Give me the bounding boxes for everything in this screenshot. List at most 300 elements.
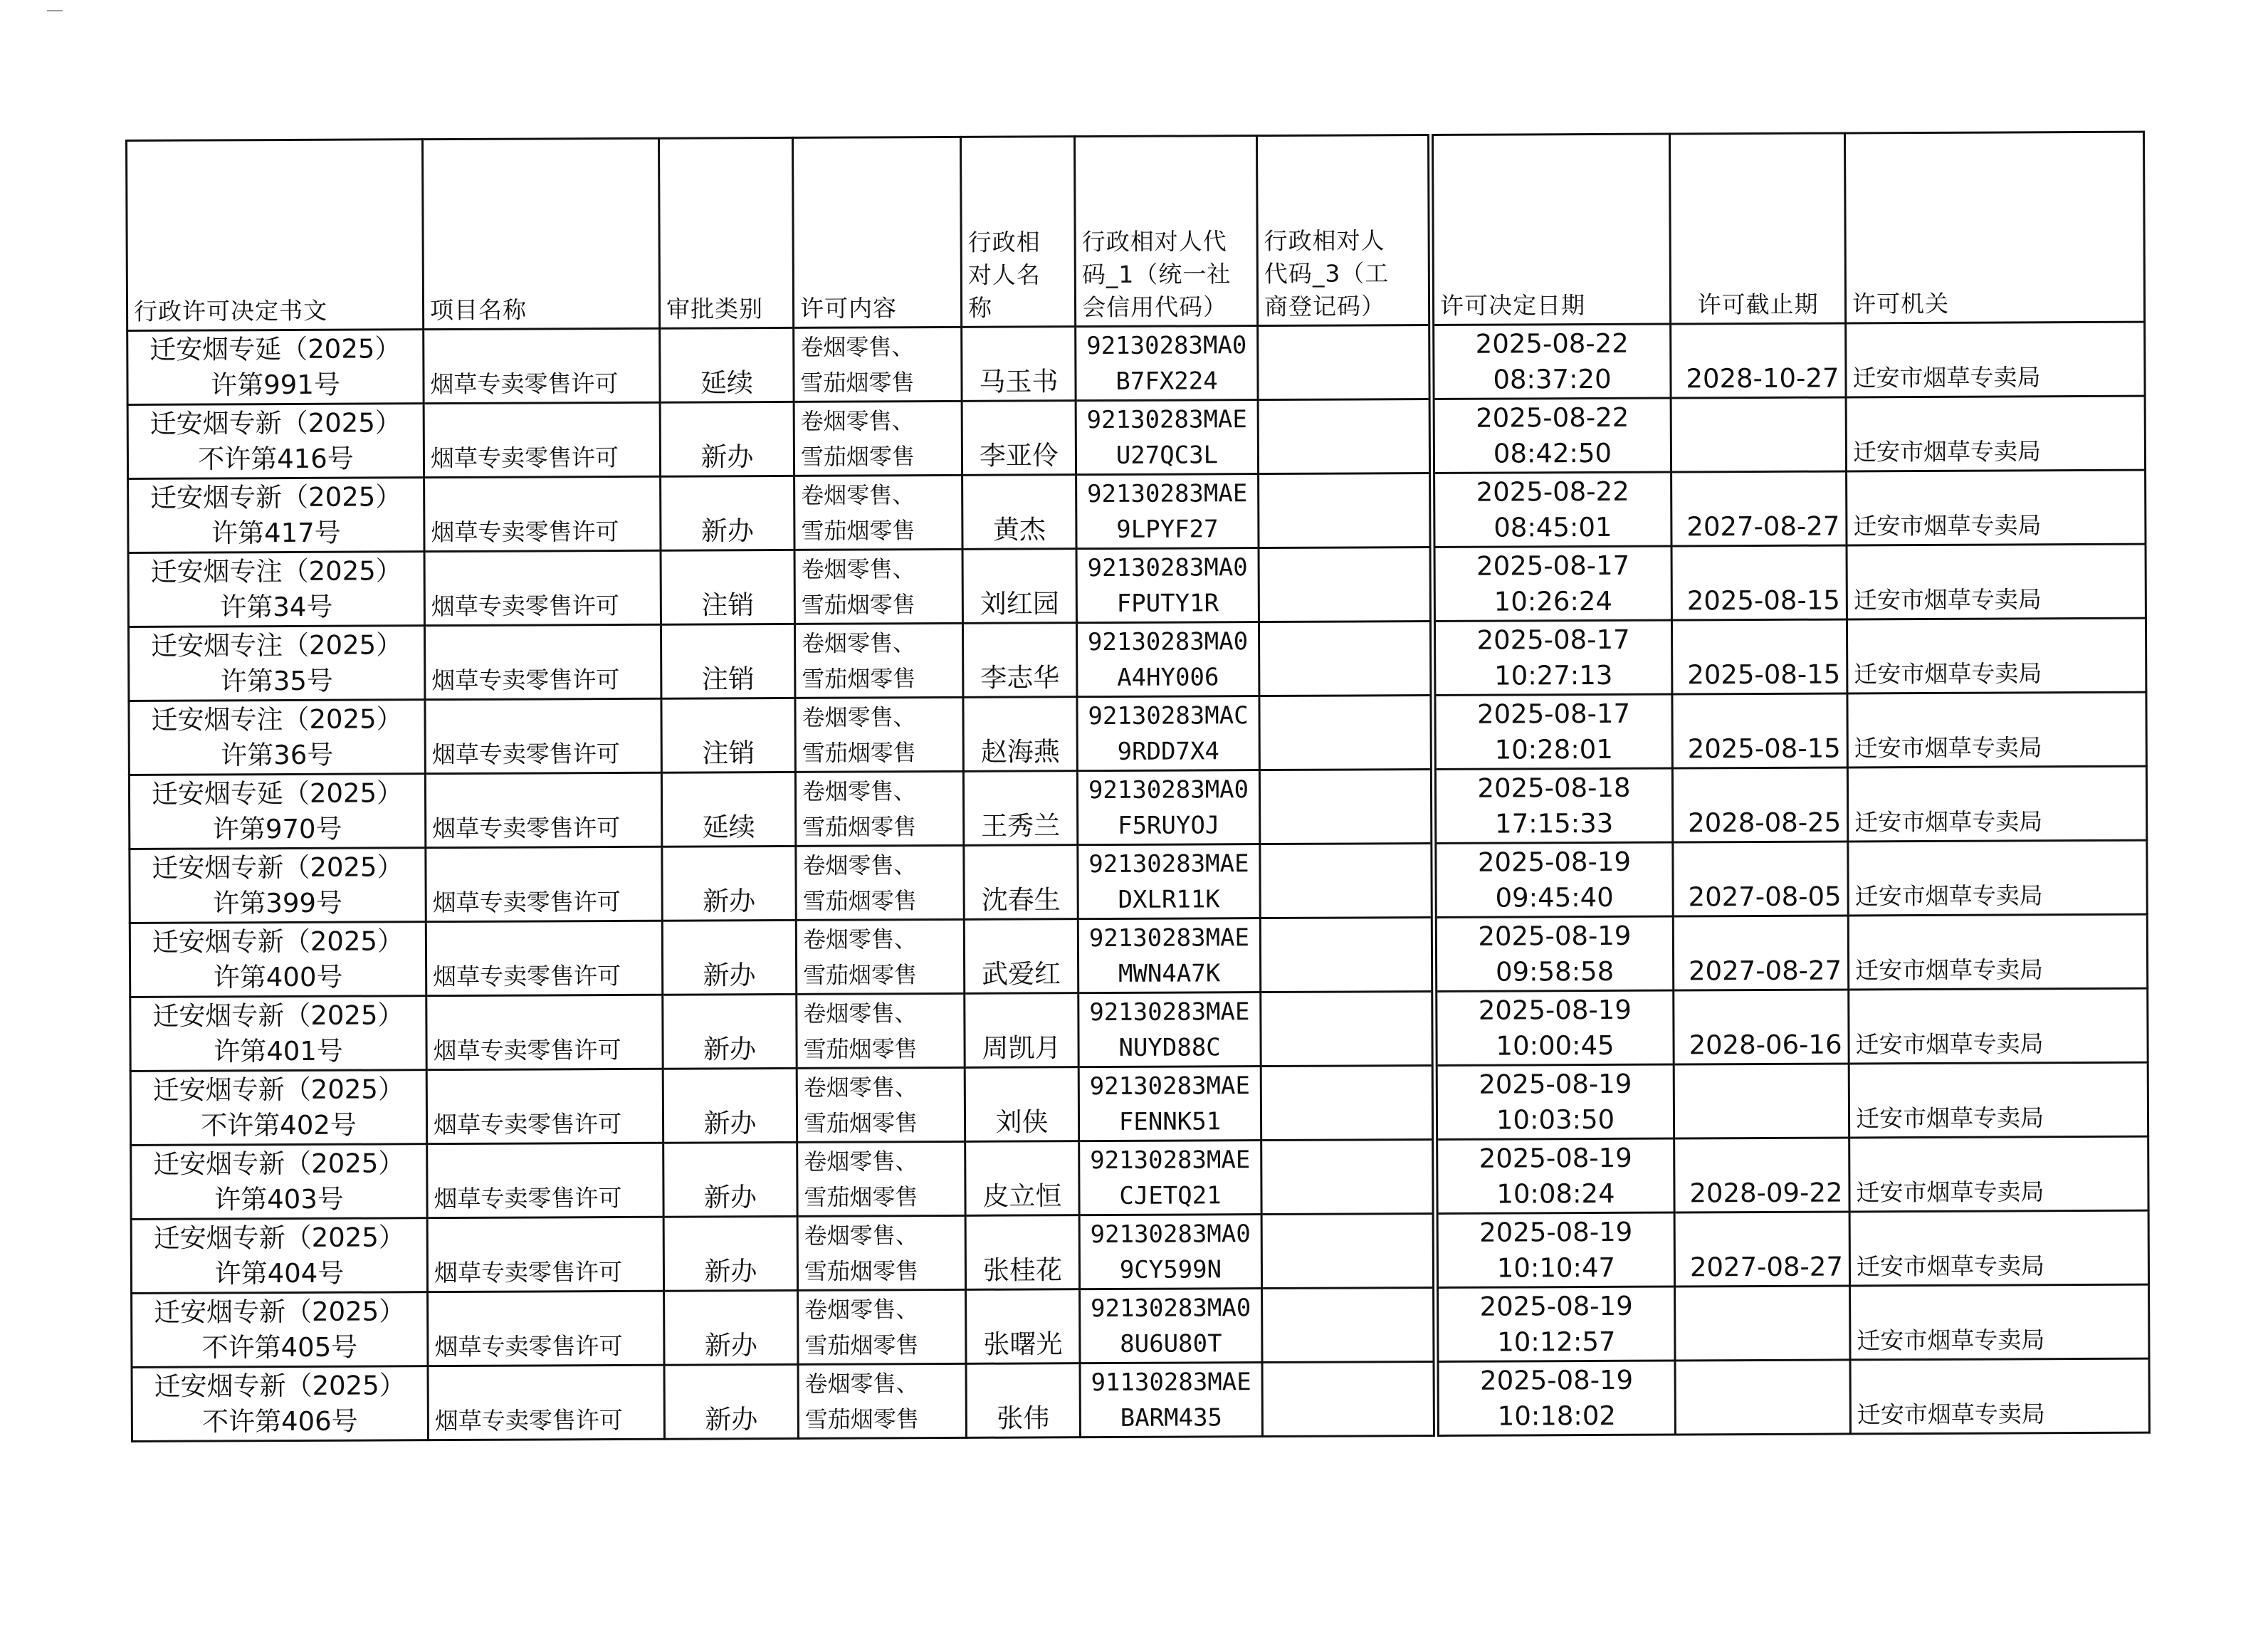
table-row [128, 544, 2146, 627]
permit-content-line1: 卷烟零售、 [804, 1295, 919, 1324]
cell-party-name: 黄杰 [962, 475, 1076, 550]
credit-code-line2: CJETQ21 [1119, 1180, 1222, 1210]
permit-content-line1: 卷烟零售、 [802, 629, 916, 657]
credit-code-line2: B7FX224 [1115, 366, 1218, 396]
cell-party-name: 马玉书 [962, 327, 1076, 402]
decision-date-line: 2025-08-18 [1477, 772, 1631, 804]
table-row [127, 396, 2145, 478]
cell-permit-content [797, 1141, 965, 1216]
table-row [130, 988, 2148, 1071]
cell-business-reg-code [1259, 621, 1432, 696]
cell-decision-date [1435, 1138, 1674, 1213]
header-expiry-date: 许可截止期 [1669, 133, 1845, 324]
permit-content-line2: 雪茄烟零售 [804, 1257, 919, 1285]
cell-expiry-date: 2027-08-27 [1673, 916, 1848, 990]
header-business-reg-code-line: 代码_3（工 [1264, 259, 1390, 288]
table-row [129, 766, 2146, 849]
decision-time-line: 08:42:50 [1493, 437, 1612, 469]
cell-permit-content [794, 475, 962, 550]
cell-permit-content [795, 771, 963, 846]
header-party-name-line: 对人名 [967, 261, 1041, 289]
cell-party-name: 张桂花 [965, 1215, 1079, 1290]
cell-credit-code [1076, 548, 1259, 623]
permit-content-line1: 卷烟零售、 [800, 332, 915, 361]
cell-project-name: 烟草专卖零售许可 [426, 847, 662, 921]
table-row [128, 470, 2146, 552]
cell-project-name: 烟草专卖零售许可 [424, 476, 661, 551]
cell-approval-type: 延续 [660, 328, 794, 402]
cell-business-reg-code [1262, 1361, 1436, 1436]
decision-doc-line1: 迁安烟专新（2025） [152, 999, 404, 1032]
decision-date-line: 2025-08-19 [1477, 846, 1632, 878]
decision-doc-line2: 许第400号 [213, 961, 343, 992]
cell-project-name: 烟草专卖零售许可 [424, 550, 661, 625]
cell-decision-doc [128, 626, 424, 701]
header-decision-doc: 行政许可决定书文 [127, 140, 424, 331]
credit-code-line1: 91130283MAE [1091, 1367, 1251, 1397]
decision-date-line: 2025-08-19 [1479, 1216, 1633, 1248]
permit-content-line2: 雪茄烟零售 [802, 886, 917, 915]
decision-date-line: 2025-08-19 [1478, 994, 1632, 1026]
cell-decision-date [1434, 916, 1673, 991]
cell-project-name: 烟草专卖零售许可 [424, 624, 661, 699]
credit-code-line1: 92130283MAE [1089, 997, 1250, 1027]
cell-business-reg-code [1260, 843, 1434, 918]
credit-code-line1: 92130283MA0 [1087, 627, 1249, 656]
cell-project-name: 烟草专卖零售许可 [426, 921, 662, 995]
decision-doc-line2: 许第399号 [213, 887, 343, 918]
cell-permit-content [795, 697, 963, 772]
decision-date-line: 2025-08-17 [1476, 550, 1630, 582]
permit-content-line2: 雪茄烟零售 [802, 812, 917, 841]
decision-doc-line2: 许第35号 [220, 665, 333, 696]
credit-code-line2: MWN4A7K [1118, 958, 1221, 988]
cell-credit-code [1077, 770, 1259, 845]
cell-party-name: 李亚伶 [962, 401, 1076, 476]
decision-doc-line1: 迁安烟专注（2025） [150, 629, 403, 661]
cell-expiry-date: 2027-08-27 [1674, 1212, 1849, 1287]
decision-doc-line2: 许第991号 [211, 369, 340, 400]
decision-date-line: 2025-08-22 [1475, 328, 1629, 360]
decision-doc-line2: 许第417号 [211, 517, 341, 548]
permit-content-line2: 雪茄烟零售 [804, 1183, 918, 1211]
cell-authority: 迁安市烟草专卖局 [1846, 322, 2145, 397]
permit-content-line1: 卷烟零售、 [802, 777, 917, 805]
cell-party-name: 刘侠 [965, 1067, 1078, 1142]
cell-expiry-date: 2027-08-27 [1671, 471, 1847, 546]
permit-content-line1: 卷烟零售、 [803, 999, 918, 1027]
credit-code-line1: 92130283MA0 [1086, 330, 1247, 360]
decision-doc-line2: 不许第416号 [198, 443, 354, 475]
header-row [127, 132, 2145, 330]
cell-party-name: 李志华 [962, 623, 1076, 698]
table-row [131, 1210, 2148, 1293]
cell-expiry-date [1674, 1064, 1849, 1138]
permit-content-line2: 雪茄烟零售 [801, 590, 915, 619]
credit-code-line1: 92130283MAE [1089, 1071, 1250, 1101]
permit-content-line1: 卷烟零售、 [800, 407, 915, 435]
cell-authority: 迁安市烟草专卖局 [1850, 1284, 2149, 1360]
cell-credit-code [1078, 1067, 1261, 1141]
decision-doc-line2: 不许第402号 [201, 1109, 357, 1141]
decision-date-line: 2025-08-19 [1479, 1068, 1632, 1100]
cell-decision-doc [130, 1070, 426, 1146]
cell-permit-content [794, 327, 962, 402]
decision-date-line: 2025-08-19 [1479, 1142, 1632, 1174]
cell-decision-date [1435, 1212, 1674, 1287]
cell-permit-content [796, 919, 964, 994]
cell-decision-doc [129, 774, 425, 849]
cell-business-reg-code [1261, 1213, 1435, 1288]
permit-content-line1: 卷烟零售、 [804, 1147, 918, 1175]
cell-decision-date [1434, 1064, 1674, 1139]
cell-authority: 迁安市烟草专卖局 [1848, 914, 2147, 990]
cell-permit-content [798, 1289, 966, 1364]
cell-credit-code [1077, 696, 1259, 771]
cell-party-name: 沈春生 [964, 845, 1078, 920]
credit-code-line1: 92130283MAE [1088, 923, 1250, 953]
decision-doc-line2: 许第36号 [221, 739, 334, 770]
cell-party-name: 张曙光 [966, 1289, 1080, 1364]
decision-time-line: 08:45:01 [1493, 511, 1612, 543]
cell-project-name: 烟草专卖零售许可 [427, 1217, 663, 1292]
cell-permit-content [797, 993, 965, 1068]
credit-code-line2: A4HY006 [1117, 662, 1219, 692]
cell-decision-doc [132, 1292, 428, 1368]
cell-business-reg-code [1258, 325, 1432, 399]
credit-code-line1: 92130283MA0 [1087, 552, 1248, 582]
header-business-reg-code-line: 商登记码） [1264, 292, 1386, 321]
cell-permit-content [797, 1067, 965, 1142]
header-credit-code-line: 行政相对人代 [1081, 227, 1227, 256]
cell-project-name: 烟草专卖零售许可 [428, 1291, 664, 1366]
header-credit-code-line: 码_1（统一社 [1081, 260, 1232, 289]
header-business-reg-code [1256, 135, 1431, 325]
credit-code-line1: 92130283MAE [1087, 478, 1248, 508]
permit-content-line1: 卷烟零售、 [803, 1073, 918, 1101]
decision-doc-line2: 许第404号 [214, 1257, 345, 1289]
cell-approval-type: 新办 [662, 846, 796, 921]
cell-party-name: 皮立恒 [965, 1141, 1079, 1216]
credit-code-line2: FPUTY1R [1116, 588, 1219, 618]
cell-business-reg-code [1259, 695, 1433, 770]
cell-credit-code [1080, 1289, 1262, 1363]
cell-expiry-date [1675, 1286, 1850, 1361]
permit-table-sheet [125, 131, 2151, 1442]
credit-code-line1: 92130283MAE [1086, 404, 1247, 434]
decision-date-line: 2025-08-22 [1476, 402, 1629, 434]
cell-business-reg-code [1261, 1139, 1435, 1214]
cell-approval-type: 新办 [663, 1216, 797, 1291]
cell-approval-type: 新办 [663, 1068, 797, 1143]
permit-content-line1: 卷烟零售、 [804, 1369, 919, 1398]
cell-expiry-date [1675, 1360, 1850, 1435]
cell-decision-date [1432, 620, 1671, 695]
header-party-name-line: 行政相 [967, 228, 1041, 256]
decision-doc-line1: 迁安烟专新（2025） [152, 1073, 404, 1106]
permit-content-line1: 卷烟零售、 [802, 851, 917, 879]
permit-decision-table [125, 131, 2151, 1442]
header-party-name [960, 137, 1075, 328]
cell-decision-doc [130, 848, 426, 923]
decision-date-line: 2025-08-19 [1478, 920, 1632, 952]
header-decision-date: 许可决定日期 [1430, 134, 1670, 325]
decision-doc-line2: 许第401号 [214, 1035, 343, 1067]
cell-approval-type: 注销 [661, 698, 795, 772]
credit-code-line1: 92130283MA0 [1090, 1219, 1251, 1249]
cell-project-name: 烟草专卖零售许可 [426, 995, 663, 1069]
header-credit-code [1074, 136, 1257, 327]
cell-business-reg-code [1258, 399, 1432, 473]
permit-content-line1: 卷烟零售、 [802, 703, 916, 731]
table-row [129, 692, 2146, 775]
table-row [132, 1358, 2149, 1441]
decision-time-line: 09:58:58 [1495, 955, 1615, 988]
cell-authority: 迁安市烟草专卖局 [1847, 692, 2146, 768]
cell-decision-doc [131, 1218, 427, 1294]
table-row [131, 1136, 2148, 1219]
decision-doc-line2: 不许第405号 [201, 1331, 358, 1363]
scan-corner-mark [47, 10, 63, 11]
permit-content-line2: 雪茄烟零售 [803, 1109, 918, 1137]
cell-credit-code [1079, 1215, 1261, 1289]
cell-authority: 迁安市烟草专卖局 [1849, 1136, 2148, 1212]
decision-doc-line1: 迁安烟专新（2025） [149, 407, 401, 439]
credit-code-line1: 92130283MA0 [1090, 1293, 1251, 1323]
cell-permit-content [794, 549, 962, 624]
cell-credit-code [1078, 918, 1260, 993]
cell-party-name: 王秀兰 [963, 771, 1077, 846]
permit-content-line1: 卷烟零售、 [801, 555, 915, 583]
decision-doc-line1: 迁安烟专新（2025） [152, 925, 404, 958]
cell-approval-type: 新办 [664, 1290, 798, 1365]
decision-doc-line2: 许第34号 [220, 591, 333, 622]
cell-authority: 迁安市烟草专卖局 [1849, 988, 2148, 1064]
credit-code-line1: 92130283MAE [1090, 1145, 1251, 1175]
cell-approval-type: 新办 [664, 1364, 798, 1439]
decision-date-line: 2025-08-17 [1476, 624, 1630, 656]
decision-time-line: 17:15:33 [1495, 807, 1614, 839]
cell-credit-code [1078, 844, 1260, 919]
cell-decision-date [1432, 472, 1671, 547]
cell-decision-date [1436, 1287, 1675, 1361]
cell-permit-content [798, 1363, 966, 1438]
decision-time-line: 10:03:50 [1496, 1104, 1615, 1136]
cell-business-reg-code [1260, 917, 1434, 992]
decision-time-line: 10:26:24 [1493, 585, 1613, 617]
cell-approval-type: 新办 [663, 994, 797, 1069]
cell-authority: 迁安市烟草专卖局 [1847, 766, 2146, 842]
decision-date-line: 2025-08-19 [1479, 1290, 1633, 1322]
cell-decision-doc [128, 478, 424, 553]
table-row [132, 1284, 2149, 1367]
decision-date-line: 2025-08-17 [1476, 698, 1631, 730]
credit-code-line2: 9CY599N [1119, 1255, 1222, 1284]
cell-business-reg-code [1261, 1065, 1434, 1140]
table-row [128, 618, 2146, 701]
cell-expiry-date: 2028-10-27 [1671, 323, 1846, 398]
decision-time-line: 09:45:40 [1495, 881, 1614, 913]
cell-authority: 迁安市烟草专卖局 [1848, 840, 2147, 916]
decision-doc-line1: 迁安烟专新（2025） [153, 1295, 406, 1328]
credit-code-line2: BARM435 [1120, 1403, 1223, 1432]
cell-business-reg-code [1262, 1287, 1436, 1362]
table-row [130, 1062, 2148, 1145]
cell-party-name: 武爱红 [964, 919, 1078, 994]
cell-decision-date [1432, 546, 1671, 621]
cell-decision-doc [128, 552, 424, 627]
cell-approval-type: 注销 [661, 550, 794, 624]
cell-approval-type: 新办 [662, 920, 796, 995]
decision-doc-line1: 迁安烟专注（2025） [150, 555, 402, 587]
credit-code-line1: 92130283MAE [1088, 849, 1249, 879]
cell-decision-doc [129, 700, 425, 775]
cell-business-reg-code [1259, 547, 1432, 622]
credit-code-line2: FENNK51 [1118, 1106, 1222, 1136]
cell-authority: 迁安市烟草专卖局 [1847, 618, 2146, 693]
cell-decision-doc [130, 922, 426, 997]
cell-credit-code [1076, 400, 1258, 475]
cell-decision-date [1434, 990, 1674, 1065]
permit-content-line2: 雪茄烟零售 [803, 960, 918, 989]
cell-credit-code [1079, 1141, 1261, 1215]
credit-code-line2: DXLR11K [1118, 884, 1220, 914]
cell-business-reg-code [1259, 769, 1433, 844]
cell-project-name: 烟草专卖零售许可 [428, 1365, 664, 1440]
decision-doc-line1: 迁安烟专新（2025） [153, 1147, 405, 1180]
permit-content-line1: 卷烟零售、 [804, 1221, 918, 1250]
cell-decision-doc [127, 404, 424, 479]
cell-authority: 迁安市烟草专卖局 [1849, 1062, 2148, 1138]
header-credit-code-line: 会信用代码） [1081, 293, 1228, 322]
cell-party-name: 周凯月 [965, 993, 1078, 1068]
cell-project-name: 烟草专卖零售许可 [426, 1069, 663, 1143]
cell-approval-type: 新办 [661, 476, 794, 550]
cell-authority: 迁安市烟草专卖局 [1847, 544, 2146, 619]
cell-permit-content [797, 1215, 965, 1290]
cell-credit-code [1076, 326, 1258, 401]
cell-permit-content [796, 845, 964, 920]
permit-content-line2: 雪茄烟零售 [802, 664, 916, 693]
cell-business-reg-code [1261, 991, 1434, 1066]
cell-authority: 迁安市烟草专卖局 [1849, 1210, 2148, 1286]
cell-business-reg-code [1259, 473, 1432, 548]
decision-time-line: 10:10:47 [1496, 1252, 1616, 1284]
credit-code-line2: U27QC3L [1115, 440, 1219, 470]
cell-decision-doc [127, 330, 424, 405]
table-row [130, 914, 2147, 997]
decision-doc-line2: 不许第406号 [201, 1405, 358, 1437]
cell-authority: 迁安市烟草专卖局 [1847, 470, 2146, 545]
cell-credit-code [1080, 1363, 1262, 1437]
decision-date-line: 2025-08-19 [1480, 1364, 1634, 1396]
cell-credit-code [1076, 474, 1259, 549]
cell-permit-content [794, 401, 962, 476]
cell-decision-date [1434, 842, 1673, 917]
permit-content-line2: 雪茄烟零售 [800, 442, 915, 471]
cell-project-name: 烟草专卖零售许可 [424, 402, 660, 477]
cell-credit-code [1078, 992, 1261, 1067]
header-party-name-line: 称 [967, 293, 993, 322]
decision-doc-line1: 迁安烟专新（2025） [150, 481, 402, 513]
table-body [127, 322, 2150, 1441]
decision-time-line: 08:37:20 [1493, 363, 1612, 395]
decision-time-line: 10:12:57 [1497, 1326, 1616, 1358]
cell-permit-content [794, 623, 962, 698]
credit-code-line1: 92130283MA0 [1088, 775, 1249, 805]
cell-party-name: 赵海燕 [963, 697, 1077, 772]
decision-doc-line1: 迁安烟专新（2025） [153, 1221, 405, 1254]
decision-date-line: 2025-08-22 [1476, 476, 1629, 508]
header-project-name: 项目名称 [423, 138, 660, 329]
decision-doc-line1: 迁安烟专新（2025） [152, 851, 404, 884]
cell-approval-type: 延续 [661, 772, 795, 847]
header-authority: 许可机关 [1844, 132, 2144, 323]
cell-expiry-date: 2028-06-16 [1674, 990, 1849, 1064]
permit-content-line2: 雪茄烟零售 [803, 1035, 918, 1063]
cell-decision-doc [132, 1366, 428, 1442]
decision-time-line: 10:28:01 [1494, 733, 1613, 765]
decision-doc-line1: 迁安烟专延（2025） [151, 777, 404, 810]
permit-content-line2: 雪茄烟零售 [804, 1405, 919, 1433]
decision-doc-line2: 许第970号 [212, 813, 342, 844]
cell-expiry-date: 2025-08-15 [1671, 619, 1847, 694]
cell-expiry-date [1671, 397, 1846, 472]
decision-time-line: 10:18:02 [1497, 1400, 1617, 1432]
table-row [127, 322, 2145, 404]
decision-doc-line1: 迁安烟专注（2025） [151, 703, 403, 735]
cell-decision-doc [130, 996, 426, 1072]
cell-decision-date [1436, 1361, 1675, 1435]
cell-expiry-date: 2027-08-05 [1673, 842, 1848, 916]
credit-code-line2: 8U6U80T [1120, 1329, 1222, 1358]
cell-project-name: 烟草专卖零售许可 [424, 328, 660, 403]
header-approval-type: 审批类别 [658, 137, 793, 328]
cell-decision-date [1433, 694, 1672, 769]
cell-project-name: 烟草专卖零售许可 [425, 772, 661, 847]
credit-code-line1: 92130283MAC [1088, 701, 1249, 730]
cell-approval-type: 新办 [660, 402, 794, 476]
permit-content-line2: 雪茄烟零售 [802, 738, 916, 767]
decision-time-line: 10:27:13 [1494, 659, 1613, 691]
permit-content-line1: 卷烟零售、 [802, 925, 918, 953]
permit-content-line2: 雪茄烟零售 [801, 516, 915, 545]
cell-approval-type: 新办 [663, 1142, 797, 1217]
cell-party-name: 张伟 [966, 1363, 1080, 1438]
header-business-reg-code-line: 行政相对人 [1264, 226, 1385, 256]
cell-authority: 迁安市烟草专卖局 [1850, 1358, 2149, 1434]
cell-credit-code [1076, 622, 1259, 697]
cell-expiry-date: 2028-08-25 [1672, 768, 1847, 842]
cell-project-name: 烟草专卖零售许可 [427, 1143, 663, 1217]
cell-decision-date [1433, 768, 1672, 843]
decision-doc-line1: 迁安烟专延（2025） [149, 332, 401, 365]
cell-expiry-date: 2028-09-22 [1674, 1138, 1849, 1212]
cell-decision-date [1432, 324, 1671, 399]
header-permit-content: 许可内容 [792, 137, 961, 328]
credit-code-line2: F5RUYOJ [1117, 810, 1220, 840]
cell-approval-type: 注销 [661, 624, 794, 698]
decision-doc-line1: 迁安烟专新（2025） [154, 1369, 406, 1402]
cell-expiry-date: 2025-08-15 [1672, 693, 1847, 768]
decision-time-line: 10:08:24 [1496, 1178, 1615, 1210]
cell-decision-date [1432, 398, 1671, 473]
credit-code-line2: NUYD88C [1118, 1032, 1221, 1062]
credit-code-line2: 9LPYF27 [1116, 514, 1219, 544]
decision-doc-line2: 许第403号 [214, 1183, 344, 1215]
permit-content-line2: 雪茄烟零售 [800, 368, 915, 397]
cell-project-name: 烟草专卖零售许可 [425, 698, 661, 773]
